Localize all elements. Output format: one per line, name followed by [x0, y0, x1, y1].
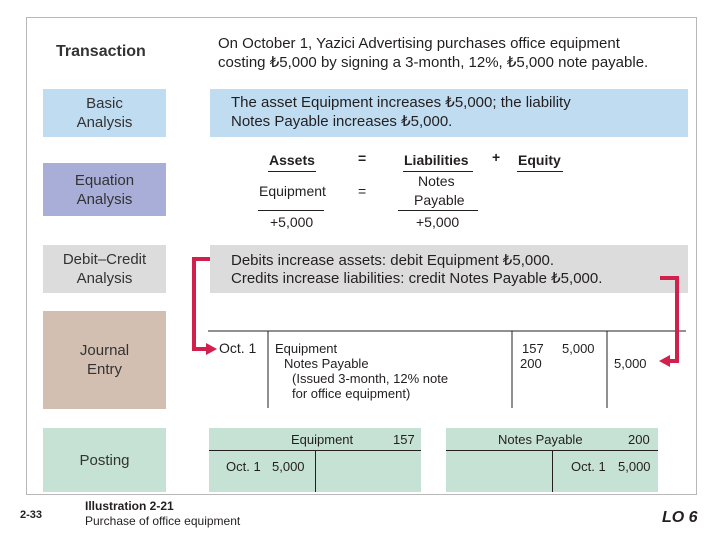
equation-equals-2: =	[358, 183, 367, 199]
caption-text: Purchase of office equipment	[85, 514, 241, 528]
notes-payable-t-account	[446, 428, 658, 492]
slide-number: 2-33	[20, 509, 43, 521]
dc-line-2: Credits increase liabilities: credit Notes Payable ₺5,000.	[231, 270, 603, 287]
dc-label-line-2: Analysis	[76, 270, 133, 287]
equipment-post-amount: 5,000	[272, 459, 305, 474]
equation-plus: +	[492, 149, 501, 165]
journal-explanation-2: for office equipment)	[292, 386, 411, 401]
journal-label-line-2: Entry	[86, 361, 122, 378]
notes-payable-account-number: 200	[628, 432, 650, 447]
journal-explanation-1: (Issued 3-month, 12% note	[292, 371, 449, 386]
equation-equipment: Equipment	[259, 183, 326, 199]
equipment-account-number: 157	[393, 432, 415, 447]
dc-label-line-1: Debit–Credit	[62, 251, 147, 268]
liability-amount: +5,000	[416, 214, 460, 230]
equipment-t-account	[209, 428, 421, 492]
journal-account-1: Equipment	[275, 341, 338, 356]
equation-label-line-2: Analysis	[76, 190, 133, 208]
basic-line-1: The asset Equipment increases ₺5,000; the liability	[231, 94, 571, 111]
equation-equity-heading: Equity	[518, 152, 561, 168]
journal-ref-2: 200	[520, 356, 542, 371]
notes-payable-post-amount: 5,000	[618, 459, 651, 474]
journal-date: Oct. 1	[219, 340, 257, 356]
equation-equals-heading: =	[358, 150, 367, 166]
equation-liabilities-heading: Liabilities	[404, 152, 469, 168]
equation-assets-heading: Assets	[269, 152, 315, 168]
equipment-t-stem	[315, 450, 316, 492]
notes-payable-post-date: Oct. 1	[571, 459, 606, 474]
basic-label-line-1: Basic	[86, 95, 123, 112]
equipment-account-name: Equipment	[291, 432, 354, 447]
caption-title: Illustration 2-21	[85, 499, 174, 513]
transaction-title: Transaction	[56, 43, 146, 60]
notes-payable-t-stem	[552, 450, 553, 492]
basic-line-2: Notes Payable increases ₺5,000.	[231, 113, 453, 130]
basic-label-line-2: Analysis	[76, 114, 133, 131]
posting-label-text: Posting	[79, 451, 130, 469]
asset-amount: +5,000	[270, 214, 314, 230]
equation-payable: Payable	[414, 192, 465, 208]
journal-credit-2: 5,000	[614, 356, 647, 371]
equation-notes: Notes	[418, 173, 455, 189]
transaction-line-2: costing ₺5,000 by signing a 3-month, 12%, ₺5,000 note payable.	[218, 54, 649, 71]
learning-objective: LO 6	[662, 509, 698, 526]
journal-account-2: Notes Payable	[284, 356, 369, 371]
dc-line-1: Debits increase assets: debit Equipment ₺5,000.	[231, 252, 555, 269]
equation-label-line-1: Equation	[74, 171, 135, 189]
equipment-post-date: Oct. 1	[226, 459, 261, 474]
notes-payable-account-name: Notes Payable	[498, 432, 583, 447]
transaction-line-1: On October 1, Yazici Advertising purchases office equipment	[218, 35, 620, 52]
journal-debit-1: 5,000	[562, 341, 595, 356]
journal-ref-1: 157	[522, 341, 544, 356]
journal-label-line-1: Journal	[79, 342, 130, 359]
posting-label	[43, 428, 166, 492]
